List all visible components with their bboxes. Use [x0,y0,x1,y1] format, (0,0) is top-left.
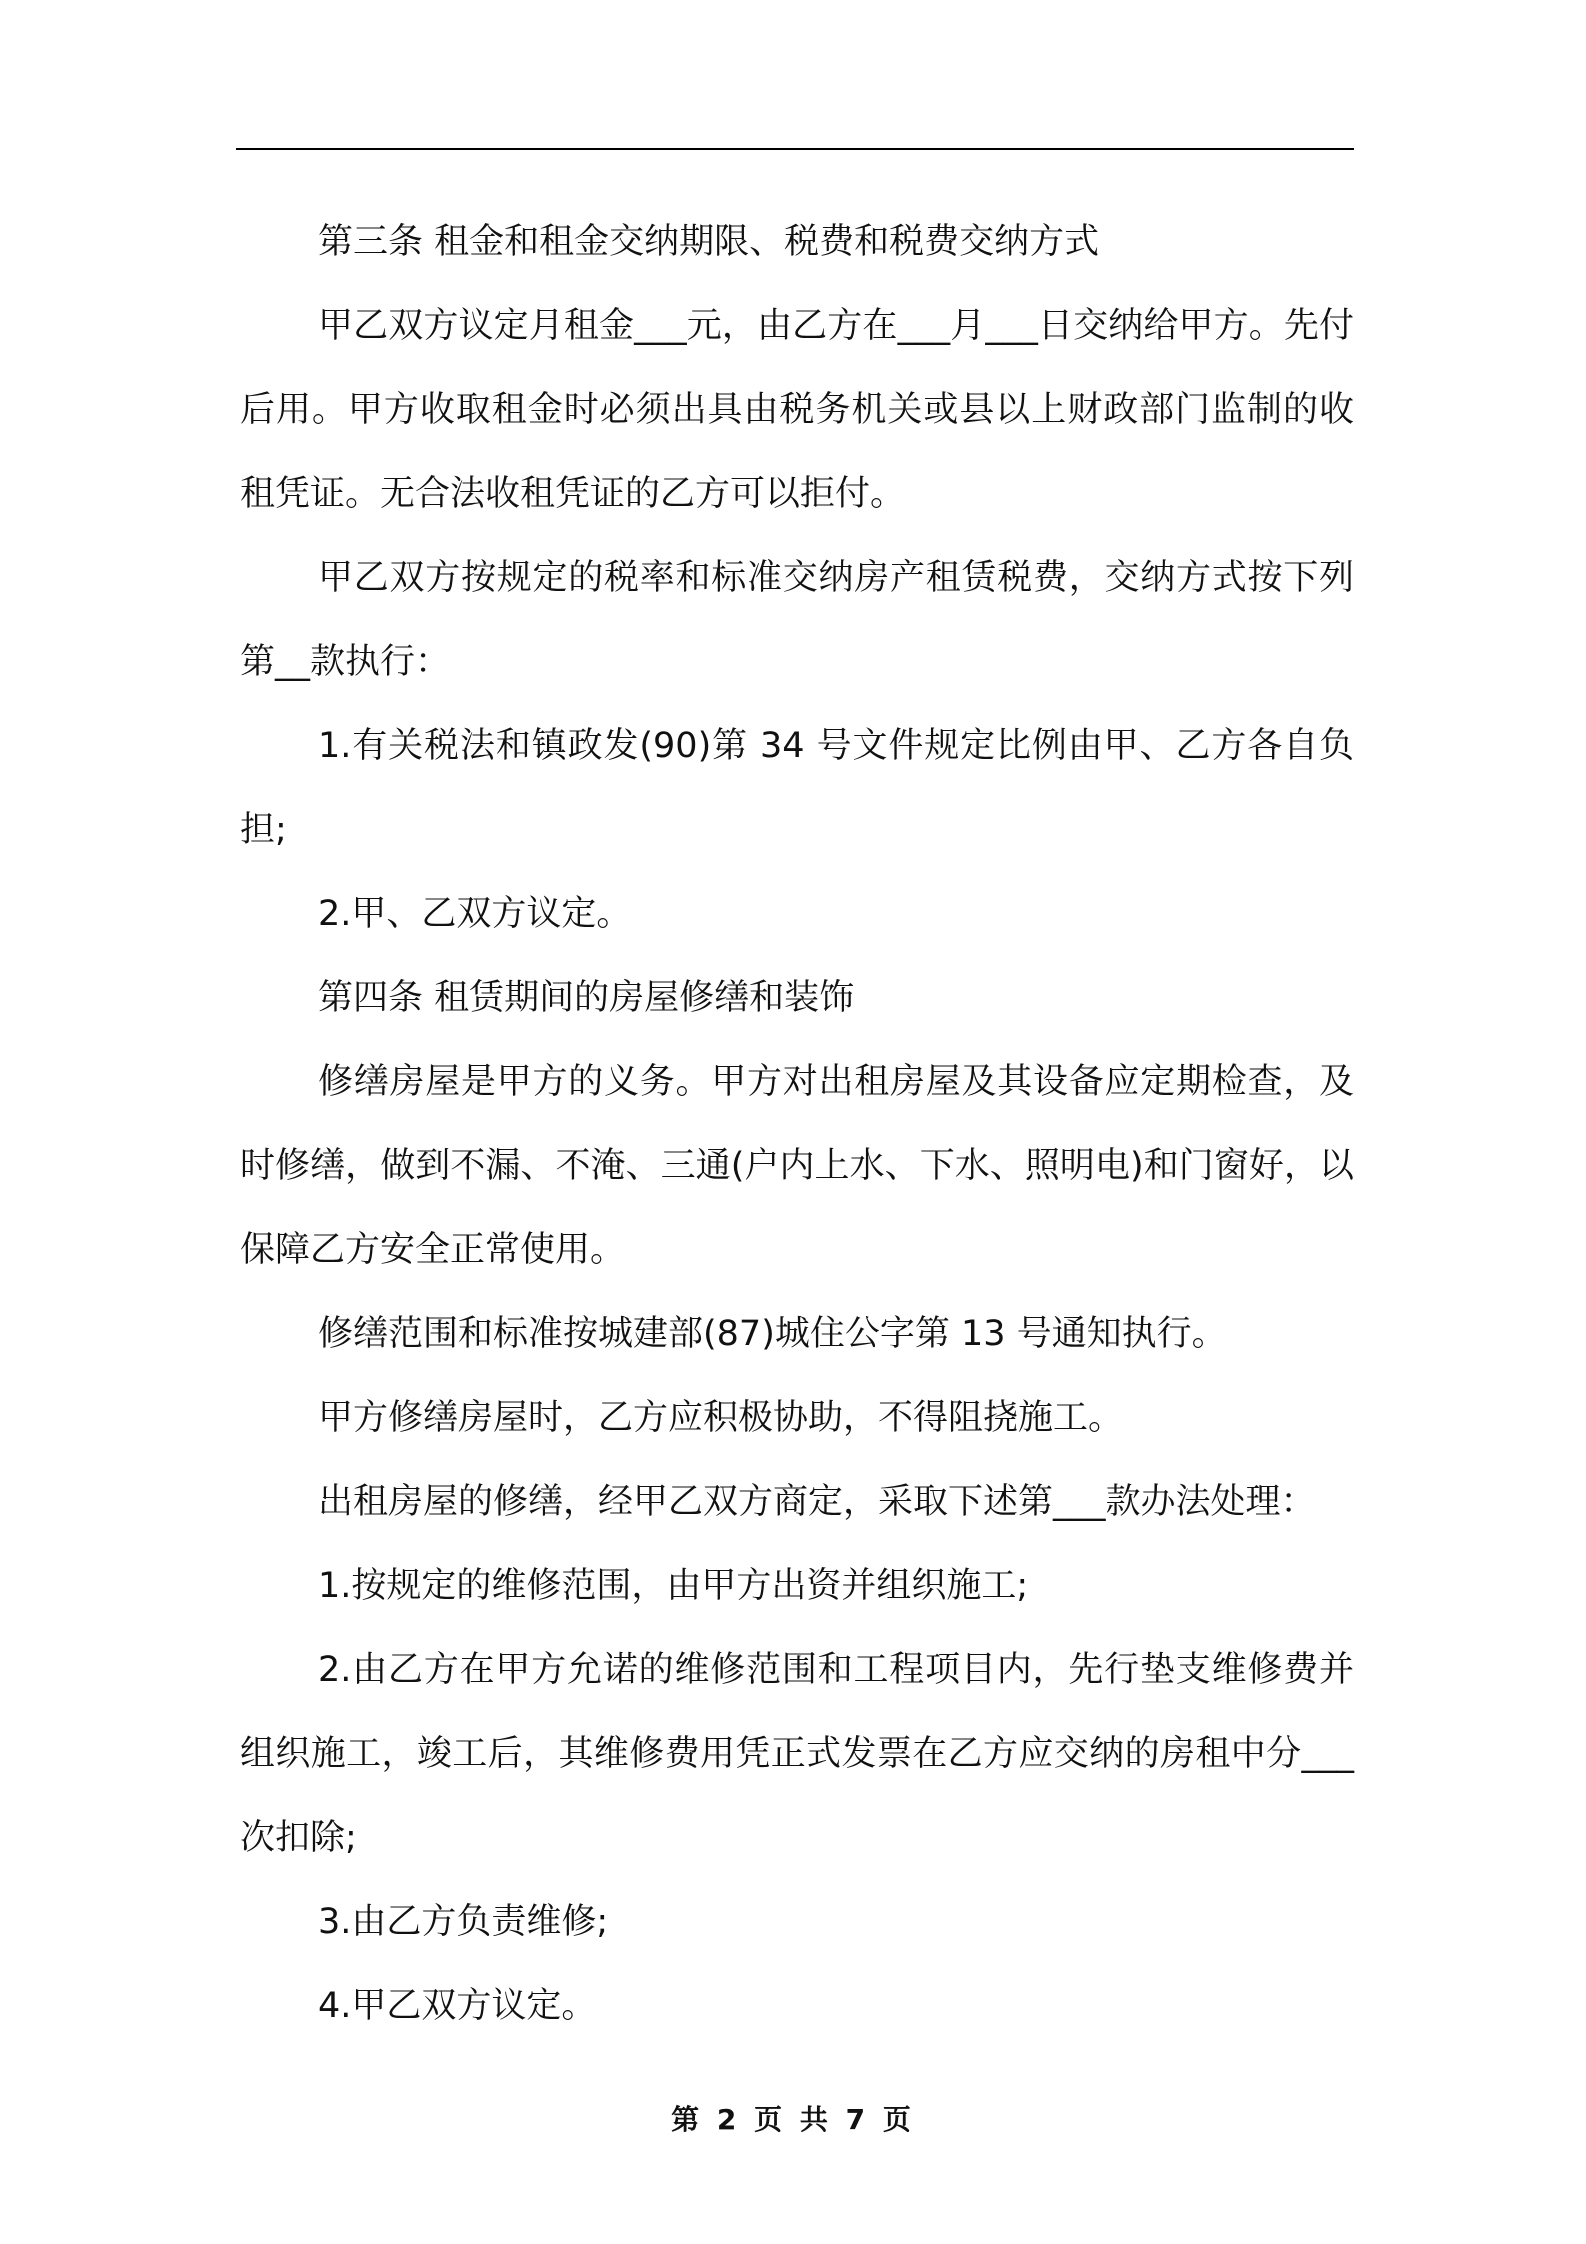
rent-amount-paragraph: 甲乙双方议定月租金___元，由乙方在___月___日交纳给甲方。先付后用。甲方收取租金时必须出具由税务机关或县以上财政部门监制的收租凭证。无合法收租凭证的乙方可以拒付。 [240,306,1354,514]
repair-duty-paragraph: 修缮房屋是甲方的义务。甲方对出租房屋及其设备应定期检查，及时修缮，做到不漏、不淹、三通(户内上水、下水、照明电)和门窗好，以保障乙方安全正常使用。 [240,1062,1354,1270]
tax-option-1: 1.有关税法和镇政发(90)第 34 号文件规定比例由甲、乙方各自负担; [240,726,1354,850]
repair-cooperation-paragraph: 甲方修缮房屋时，乙方应积极协助，不得阻挠施工。 [318,1398,1124,1438]
tax-option-2: 2.甲、乙双方议定。 [318,894,632,934]
repair-option-4: 4.甲乙双方议定。 [318,1986,597,2026]
repair-option-2: 2.由乙方在甲方允诺的维修范围和工程项目内，先行垫支维修费并组织施工，竣工后，其维修费用凭正式发票在乙方应交纳的房租中分___次扣除; [240,1650,1354,1858]
repair-option-1: 1.按规定的维修范围，由甲方出资并组织施工; [318,1566,1029,1606]
article-3-heading: 第三条 租金和租金交纳期限、税费和税费交纳方式 [318,222,1100,262]
article-4-heading: 第四条 租赁期间的房屋修缮和装饰 [318,978,855,1018]
header-rule [236,148,1354,150]
repair-option-3: 3.由乙方负责维修; [318,1902,609,1942]
repair-scope-paragraph: 修缮范围和标准按城建部(87)城住公字第 13 号通知执行。 [318,1314,1227,1354]
document-body [240,200,1354,2048]
page-number: 第 2 页 共 7 页 [671,2103,915,2136]
repair-method-paragraph: 出租房屋的修缮，经甲乙双方商定，采取下述第___款办法处理： [318,1482,1316,1522]
tax-payment-paragraph: 甲乙双方按规定的税率和标准交纳房产租赁税费，交纳方式按下列第__款执行： [240,558,1354,682]
